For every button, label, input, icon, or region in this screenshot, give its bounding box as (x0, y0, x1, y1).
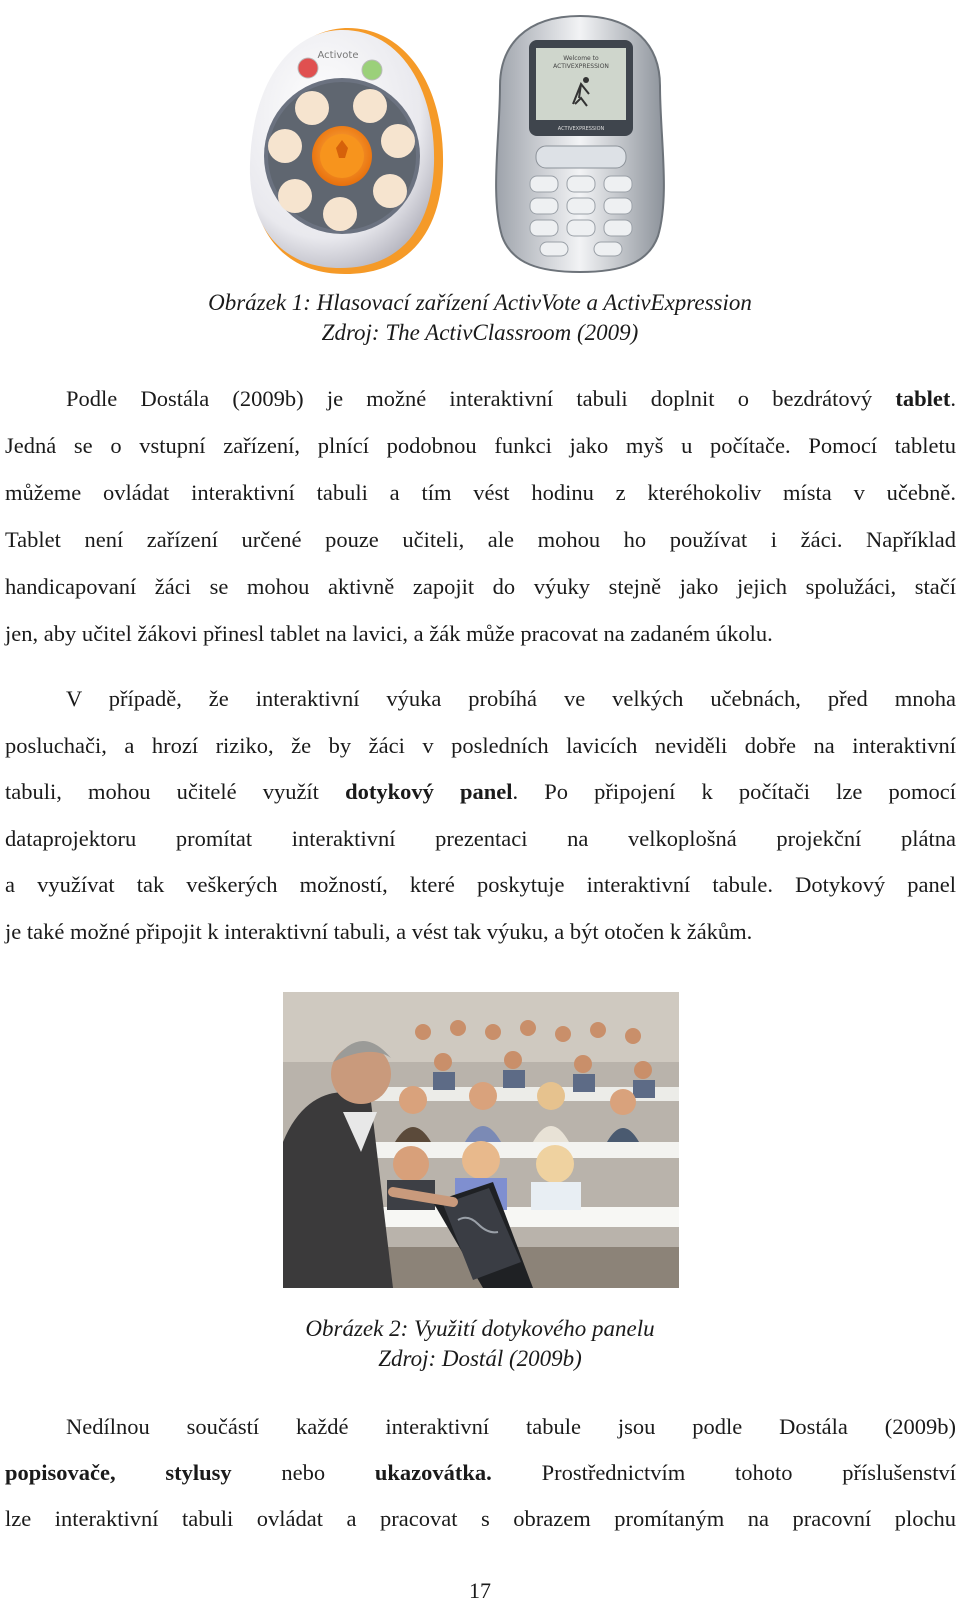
text-run: Prostřednictvím tohoto příslušenství (541, 1460, 957, 1485)
paragraph-line: dataprojektoru promítat interaktivní prezentaci na velkoplošná projekční plátna (5, 825, 956, 851)
paragraph-line: můžeme ovládat interaktivní tabuli a tím vést hodinu z kteréhokoliv místa v učebně. (5, 480, 956, 505)
paragraph-line: a využívat tak veškerých možností, které poskytuje interaktivní tabule. Dotykový panel (5, 872, 956, 898)
paragraph-line: je také možné připojit k interaktivní tabuli, a vést tak výuku, a být otočen k žákům. (5, 918, 753, 944)
text-run: . Po připojení k počítači lze pomocí (512, 779, 956, 805)
svg-text:Welcome to: Welcome to (563, 55, 599, 62)
paragraph-line: V případě, že interaktivní výuka probíhá ve velkých učebnách, před mnoha (66, 686, 956, 711)
figure-1-source: Zdroj: The ActivClassroom (2009) (321, 320, 639, 345)
classroom-illustration (283, 992, 679, 1288)
paragraph-line (5, 769, 956, 816)
bold-term-touch-panel: dotykový panel (345, 779, 513, 805)
figure-1-caption-block (0, 288, 960, 348)
figure-voting-devices (240, 6, 680, 280)
paragraph-line: jen, aby učitel žákovi přinesl tablet na lavici, a žák může pracovat na zadaném úkolu. (5, 621, 773, 646)
text-run: Podle Dostála (2009b) je možné interaktivní tabuli doplnit o bezdrátový (66, 386, 873, 411)
paragraph-line: handicapovaní žáci se mohou aktivně zapojit do výuky stejně jako jejich spolužáci, stačí (5, 574, 956, 599)
figure-classroom-photo (283, 992, 679, 1288)
bold-term-pointers: ukazovátka. (374, 1460, 492, 1485)
svg-text:ACTIVEXPRESSION: ACTIVEXPRESSION (557, 126, 605, 132)
paragraph-accessories (5, 1404, 956, 1542)
svg-text:Activote: Activote (317, 50, 359, 61)
figure-2-caption-block (0, 1314, 960, 1374)
paragraph-line: Jedná se o vstupní zařízení, plnící podobnou funkci jako myš u počítače. Pomocí tabletu (5, 433, 956, 458)
paragraph-line (5, 375, 956, 422)
figure-2-source: Zdroj: Dostál (2009b) (378, 1346, 582, 1371)
svg-text:ACTIVEXPRESSION: ACTIVEXPRESSION (553, 63, 609, 70)
figure-2-caption: Obrázek 2: Využití dotykového panelu (305, 1316, 655, 1341)
bold-term-markers-styluses: popisovače, stylusy (5, 1460, 232, 1485)
activexpression-device (496, 16, 664, 272)
paragraph-tablet (5, 375, 956, 657)
text-run: . (950, 386, 956, 411)
text-run: nebo (281, 1460, 326, 1485)
paragraph-touch-panel (5, 676, 956, 956)
paragraph-line: Tablet není zařízení určené pouze učiteli, ale mohou ho používat i žáci. Například (5, 527, 956, 552)
paragraph-line: posluchači, a hrozí riziko, že by žáci v posledních lavicích neviděli dobře na interaktivní (5, 732, 956, 758)
page-number: 17 (469, 1578, 491, 1603)
text-run: tabuli, mohou učitelé využít (5, 779, 319, 805)
voting-devices-illustration (240, 6, 680, 280)
paragraph-line: lze interaktivní tabuli ovládat a pracovat s obrazem promítaným na pracovní plochu (5, 1506, 956, 1531)
paragraph-line: Nedílnou součástí každé interaktivní tabule jsou podle Dostála (2009b) (66, 1414, 956, 1439)
activvote-device (250, 28, 443, 274)
bold-term-tablet: tablet (895, 386, 951, 411)
paragraph-line (5, 1450, 956, 1496)
figure-1-caption: Obrázek 1: Hlasovací zařízení ActivVote a ActivExpression (208, 290, 752, 315)
